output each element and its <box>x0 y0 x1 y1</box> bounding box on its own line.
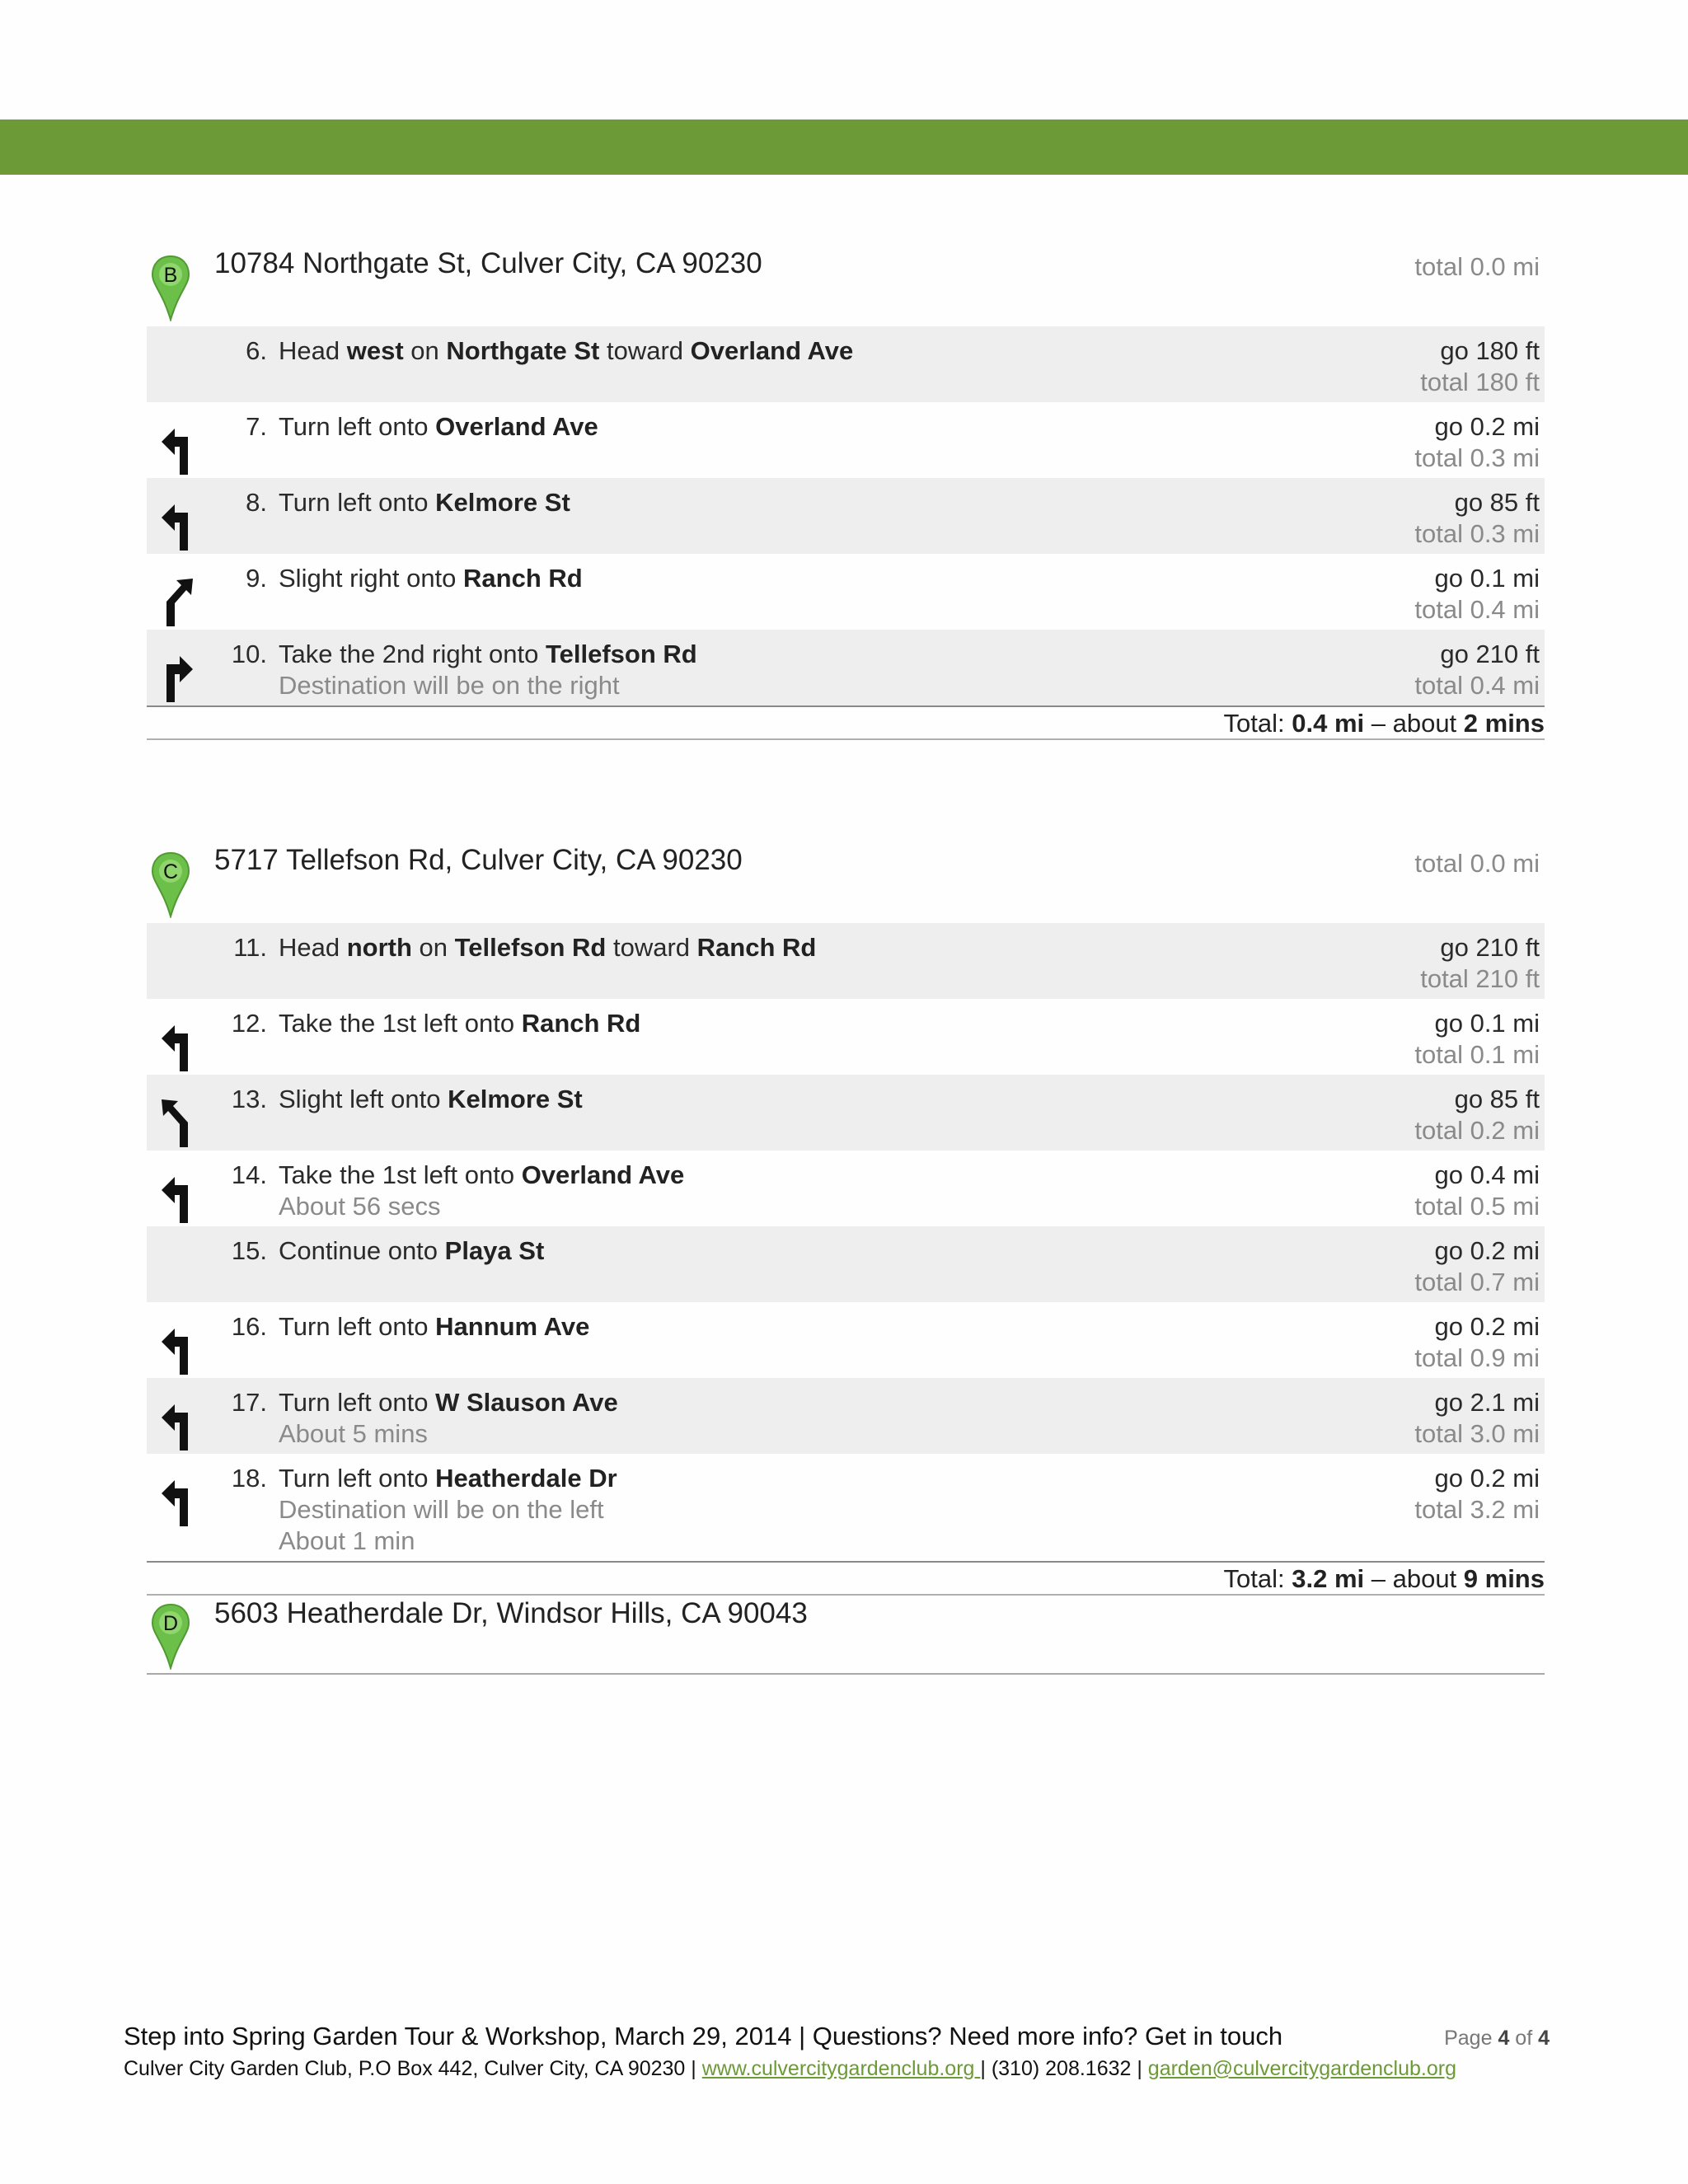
step-number: 12. <box>231 1009 267 1038</box>
page-current: 4 <box>1498 2027 1510 2050</box>
step-row <box>147 1151 1545 1226</box>
step-instruction <box>279 412 598 442</box>
step-instruction-text: Turn left onto <box>279 1312 436 1341</box>
slight-right-icon <box>158 574 196 628</box>
step-road-name: Overland Ave <box>690 336 854 365</box>
page-mid: of <box>1509 2027 1539 2050</box>
summary-distance: 3.2 mi <box>1292 1564 1365 1593</box>
step-instruction-text: Turn left onto <box>279 488 436 517</box>
summary-prefix: Total: <box>1223 709 1292 738</box>
step-instruction <box>279 1160 684 1190</box>
step-instruction-text: Turn left onto <box>279 1388 436 1417</box>
turn-right-icon <box>158 649 196 704</box>
step-road-name: Overland Ave <box>521 1160 685 1189</box>
step-instruction <box>279 1085 583 1114</box>
step-instruction-text: toward <box>606 933 697 962</box>
turn-left-icon <box>158 498 196 552</box>
step-road-name: Tellefson Rd <box>454 933 607 962</box>
step-row <box>147 478 1545 554</box>
stop-c-header <box>147 844 1545 935</box>
step-road-name: Northgate St <box>446 336 600 365</box>
summary-time: 2 mins <box>1463 709 1545 738</box>
summary-middle: – about <box>1364 709 1464 738</box>
step-go-distance: go 0.1 mi <box>1434 564 1540 593</box>
step-note: Destination will be on the right <box>279 671 620 700</box>
step-go-distance: go 2.1 mi <box>1434 1388 1540 1417</box>
step-row <box>147 1454 1545 1561</box>
step-instruction-text: Slight left onto <box>279 1085 448 1113</box>
step-instruction-text: on <box>403 336 447 365</box>
turn-left-icon <box>158 1170 196 1225</box>
step-number: 10. <box>231 640 267 668</box>
stop-d-header <box>147 1596 1545 1675</box>
step-instruction-text: Head <box>279 933 347 962</box>
step-note: Destination will be on the left <box>279 1495 604 1524</box>
stop-c-total: total 0.0 mi <box>1414 849 1540 878</box>
step-number: 13. <box>231 1085 267 1113</box>
step-total-distance: total 0.9 mi <box>1414 1343 1540 1372</box>
turn-left-icon <box>158 1474 196 1528</box>
turn-left-icon <box>158 1322 196 1376</box>
step-number: 18. <box>231 1464 267 1493</box>
step-road-name: Heatherdale Dr <box>435 1464 617 1493</box>
step-road-name: Ranch Rd <box>696 933 817 962</box>
page-total: 4 <box>1538 2027 1550 2050</box>
step-road-name: Ranch Rd <box>521 1009 641 1038</box>
turn-left-icon <box>158 422 196 476</box>
marker-b-icon <box>150 254 191 321</box>
summary-distance: 0.4 mi <box>1292 709 1365 738</box>
step-total-distance: total 3.0 mi <box>1414 1419 1540 1448</box>
step-number: 8. <box>246 488 267 517</box>
marker-d-letter: D <box>162 1612 179 1635</box>
step-row <box>147 554 1545 630</box>
step-instruction-text: Turn left onto <box>279 412 436 441</box>
step-total-distance: total 180 ft <box>1420 368 1540 396</box>
segment-2-total <box>147 1561 1545 1596</box>
step-instruction-text: Take the 1st left onto <box>279 1160 522 1189</box>
marker-b-letter: B <box>163 264 178 287</box>
step-road-name: west <box>346 336 404 365</box>
step-note: About 5 mins <box>279 1419 428 1448</box>
step-instruction <box>279 1312 589 1342</box>
stop-b-header <box>147 247 1545 338</box>
step-total-distance: total 0.5 mi <box>1414 1192 1540 1221</box>
step-instruction-text: Turn left onto <box>279 1464 436 1493</box>
step-instruction <box>279 640 697 669</box>
step-instruction <box>279 336 853 366</box>
stop-b-total: total 0.0 mi <box>1414 252 1540 281</box>
footer-phone: | (310) 208.1632 | <box>980 2057 1148 2080</box>
step-number: 9. <box>246 564 267 593</box>
step-road-name: Overland Ave <box>435 412 598 441</box>
step-instruction <box>279 1464 617 1493</box>
step-instruction-text: Slight right onto <box>279 564 464 593</box>
stop-c-address: 5717 Tellefson Rd, Culver City, CA 90230 <box>214 844 743 876</box>
step-instruction-text: Continue onto <box>279 1236 445 1265</box>
footer-contact-line <box>124 2057 1456 2081</box>
step-road-name: Ranch Rd <box>463 564 583 593</box>
step-number: 7. <box>246 412 267 441</box>
step-row <box>147 326 1545 402</box>
website-link[interactable]: www.culvercitygardenclub.org <box>701 2057 981 2080</box>
step-row <box>147 402 1545 478</box>
step-number: 16. <box>231 1312 267 1341</box>
step-number: 11. <box>233 933 267 962</box>
step-instruction <box>279 488 570 518</box>
step-instruction <box>279 1009 640 1038</box>
step-instruction <box>279 933 816 963</box>
segment-2-steps <box>147 923 1545 1561</box>
step-number: 15. <box>231 1236 267 1265</box>
turn-left-icon <box>158 1398 196 1452</box>
header-bar <box>0 120 1688 175</box>
step-go-distance: go 180 ft <box>1440 336 1540 365</box>
step-total-distance: total 0.2 mi <box>1414 1116 1540 1145</box>
footer-page-number <box>1444 2027 1550 2050</box>
step-road-name: W Slauson Ave <box>435 1388 618 1417</box>
summary-prefix: Total: <box>1223 1564 1292 1593</box>
turn-left-icon <box>158 1019 196 1073</box>
step-road-name: Kelmore St <box>448 1085 583 1113</box>
step-instruction <box>279 1388 618 1418</box>
step-instruction-text: on <box>411 933 455 962</box>
step-go-distance: go 210 ft <box>1440 640 1540 668</box>
step-go-distance: go 0.2 mi <box>1434 412 1540 441</box>
step-instruction-text: Head <box>279 336 347 365</box>
step-row <box>147 923 1545 999</box>
step-total-distance: total 0.7 mi <box>1414 1268 1540 1296</box>
step-row <box>147 630 1545 705</box>
step-total-distance: total 210 ft <box>1420 964 1540 993</box>
step-total-distance: total 0.4 mi <box>1414 595 1540 624</box>
step-row <box>147 1226 1545 1302</box>
step-go-distance: go 0.2 mi <box>1434 1236 1540 1265</box>
step-road-name: Tellefson Rd <box>546 640 697 668</box>
step-number: 14. <box>231 1160 267 1189</box>
segment-1-total <box>147 705 1545 740</box>
step-road-name: Kelmore St <box>435 488 570 517</box>
step-total-distance: total 3.2 mi <box>1414 1495 1540 1524</box>
segment-1-steps <box>147 326 1545 705</box>
stop-d-address: 5603 Heatherdale Dr, Windsor Hills, CA 90043 <box>214 1597 808 1629</box>
step-go-distance: go 0.4 mi <box>1434 1160 1540 1189</box>
step-note: About 56 secs <box>279 1192 441 1221</box>
step-road-name: Hannum Ave <box>435 1312 590 1341</box>
page-prefix: Page <box>1444 2027 1498 2050</box>
summary-time: 9 mins <box>1463 1564 1545 1593</box>
step-instruction <box>279 564 583 593</box>
email-link[interactable]: garden@culvercitygardenclub.org <box>1147 2057 1456 2080</box>
step-number: 17. <box>231 1388 267 1417</box>
step-go-distance: go 85 ft <box>1454 1085 1540 1113</box>
footer-event-line: Step into Spring Garden Tour & Workshop, March 29, 2014 | Questions? Need more info? Get in touch <box>124 2022 1283 2050</box>
step-instruction-text: Take the 2nd right onto <box>279 640 546 668</box>
step-road-name: north <box>346 933 412 962</box>
step-row <box>147 999 1545 1075</box>
marker-c-icon <box>150 851 191 918</box>
step-total-distance: total 0.3 mi <box>1414 443 1540 472</box>
summary-middle: – about <box>1364 1564 1464 1593</box>
step-instruction-text: toward <box>599 336 691 365</box>
slight-left-icon <box>158 1094 196 1149</box>
step-row <box>147 1378 1545 1454</box>
footer-address: Culver City Garden Club, P.O Box 442, Culver City, CA 90230 | <box>124 2057 702 2080</box>
marker-c-letter: C <box>162 860 179 883</box>
step-go-distance: go 0.1 mi <box>1434 1009 1540 1038</box>
step-instruction <box>279 1236 544 1266</box>
step-row <box>147 1302 1545 1378</box>
step-instruction-text: Take the 1st left onto <box>279 1009 522 1038</box>
step-go-distance: go 85 ft <box>1454 488 1540 517</box>
stop-b-address: 10784 Northgate St, Culver City, CA 90230 <box>214 247 762 279</box>
step-go-distance: go 0.2 mi <box>1434 1312 1540 1341</box>
step-total-distance: total 0.1 mi <box>1414 1040 1540 1069</box>
marker-d-icon <box>150 1602 191 1670</box>
step-total-distance: total 0.3 mi <box>1414 519 1540 548</box>
step-go-distance: go 0.2 mi <box>1434 1464 1540 1493</box>
step-note: About 1 min <box>279 1526 415 1555</box>
step-total-distance: total 0.4 mi <box>1414 671 1540 700</box>
step-row <box>147 1075 1545 1151</box>
step-road-name: Playa St <box>444 1236 545 1265</box>
step-go-distance: go 210 ft <box>1440 933 1540 962</box>
step-number: 6. <box>246 336 267 365</box>
